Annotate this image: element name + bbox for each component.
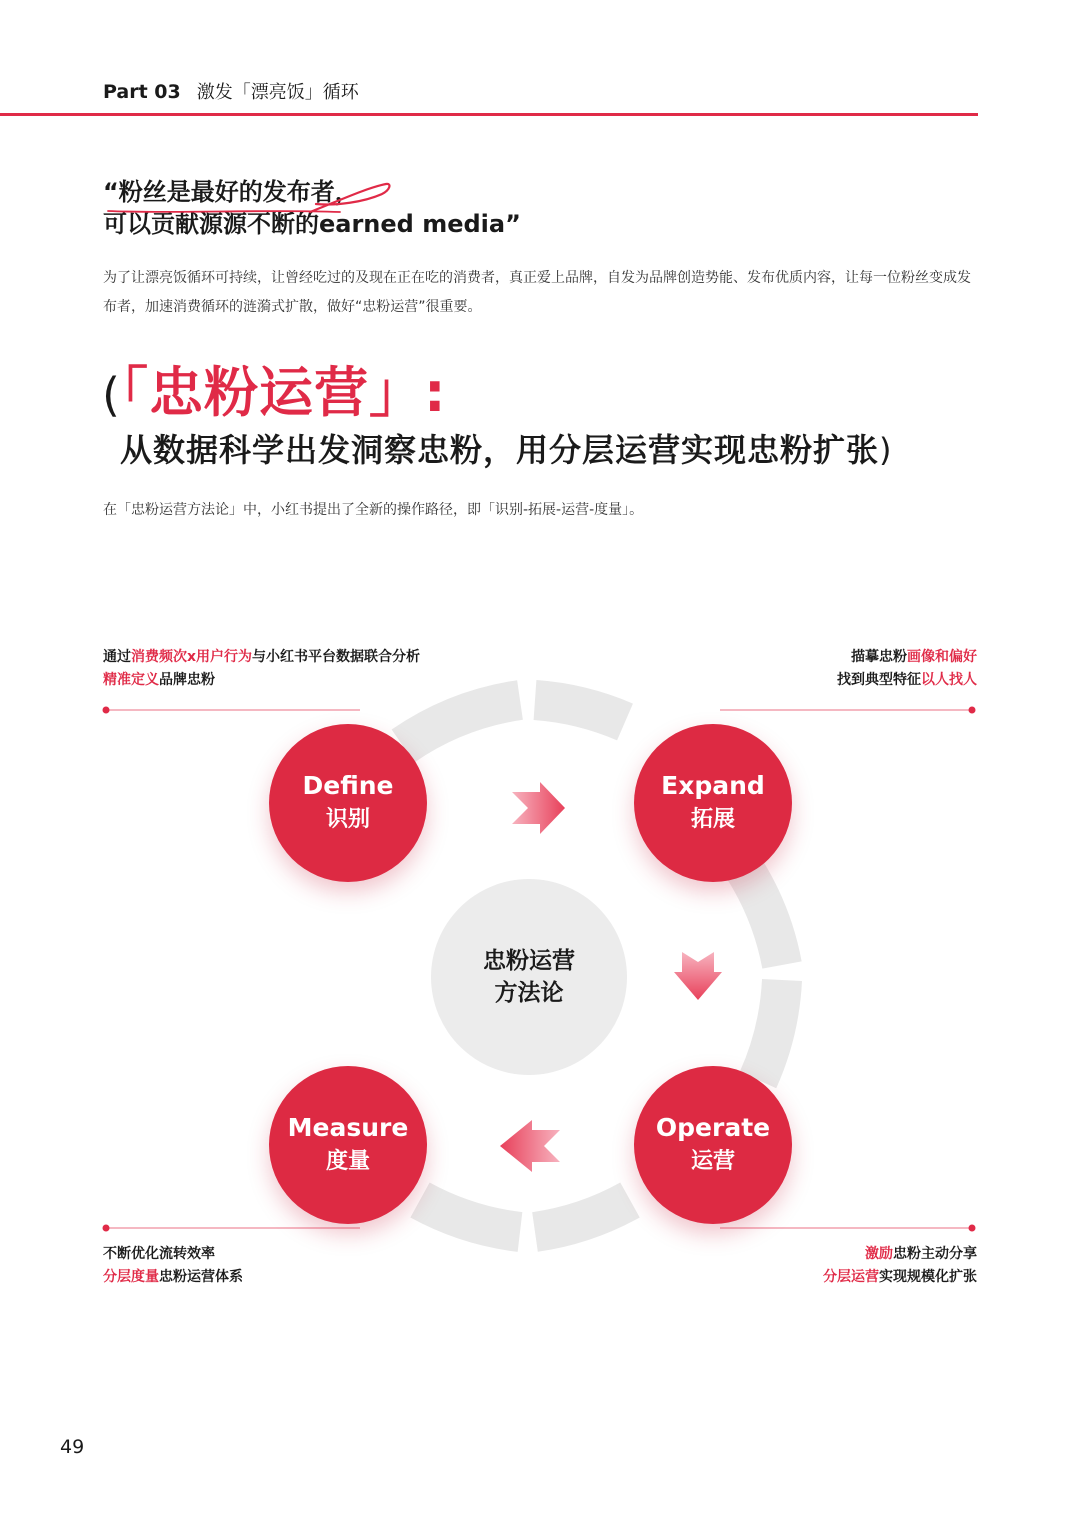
intro-paragraph: 为了让漂亮饭循环可持续，让曾经吃过的及现在正在吃的消费者，真正爱上品牌，自发为品牌创造势能、发布优质内容，让每一位粉丝变成发布者，加速消费循环的涟漪式扩散，做好“忠粉运营”很重要。 [103, 270, 971, 315]
stage-measure [269, 1066, 427, 1224]
note-text: 描摹忠粉 [851, 649, 907, 665]
methodology-intro: 在「忠粉运营方法论」中，小红书提出了全新的操作路径，即「识别-拓展-运营-度量」。 [103, 502, 644, 518]
stage-en-label: Define [302, 771, 394, 800]
stage-en-label: Expand [661, 771, 765, 800]
page-number: 49 [60, 1436, 85, 1458]
note-highlight: 以人找人 [921, 672, 977, 688]
stage-zh-label: 拓展 [690, 807, 735, 832]
note-text: 不断优化流转效率 [103, 1246, 215, 1262]
arrow-left-icon [500, 1120, 560, 1172]
stage-zh-label: 识别 [325, 807, 370, 832]
ring-segment [535, 1200, 630, 1232]
part-label: Part 03 [103, 81, 181, 103]
stage-operate [634, 1066, 792, 1224]
note-highlight: 画像和偏好 [907, 649, 977, 665]
stage-zh-label: 度量 [325, 1149, 370, 1174]
ring-segment [403, 700, 520, 746]
stage-en-label: Measure [287, 1113, 409, 1142]
methodology-center [431, 879, 627, 1075]
stage-define [269, 724, 427, 882]
center-label-line-2: 方法论 [494, 980, 564, 1006]
close-paren: ) [879, 431, 893, 469]
center-label-line-1: 忠粉运营 [483, 948, 575, 974]
heading-main: 「忠粉运营」: [120, 361, 447, 424]
note-highlight: 消费频次x用户行为 [131, 649, 253, 665]
open-paren: ( [102, 368, 121, 422]
quote-line-2: 可以贡献源源不断的earned media” [103, 210, 521, 238]
ring-segment [420, 1200, 520, 1232]
note-text: 忠粉主动分享 [893, 1246, 977, 1262]
stage-expand [634, 724, 792, 882]
quote-line-1: “粉丝是最好的发布者， [103, 178, 359, 206]
note-text: 忠粉运营体系 [159, 1269, 243, 1285]
arrow-down-icon [674, 952, 722, 1000]
ring-segment [758, 980, 782, 1080]
note-highlight: 激励 [865, 1246, 893, 1262]
ring-segment [745, 870, 782, 965]
stage-zh-label: 运营 [690, 1149, 735, 1174]
note-highlight: 分层度量 [103, 1269, 159, 1285]
ring-segment [535, 700, 625, 722]
note-text: 通过 [103, 649, 131, 665]
note-highlight: 分层运营 [823, 1269, 879, 1285]
arrow-right-icon [512, 782, 565, 834]
stage-en-label: Operate [655, 1113, 771, 1142]
subheading-text: 从数据科学出发洞察忠粉，用分层运营实现忠粉扩张 [120, 431, 880, 469]
section-title: 激发「漂亮饭」循环 [196, 82, 359, 103]
note-text: 品牌忠粉 [159, 672, 215, 688]
note-highlight: 精准定义 [103, 672, 159, 688]
note-text: 与小红书平台数据联合分析 [252, 649, 421, 665]
note-text: 找到典型特征 [837, 672, 921, 688]
note-text: 实现规模化扩张 [879, 1269, 977, 1285]
